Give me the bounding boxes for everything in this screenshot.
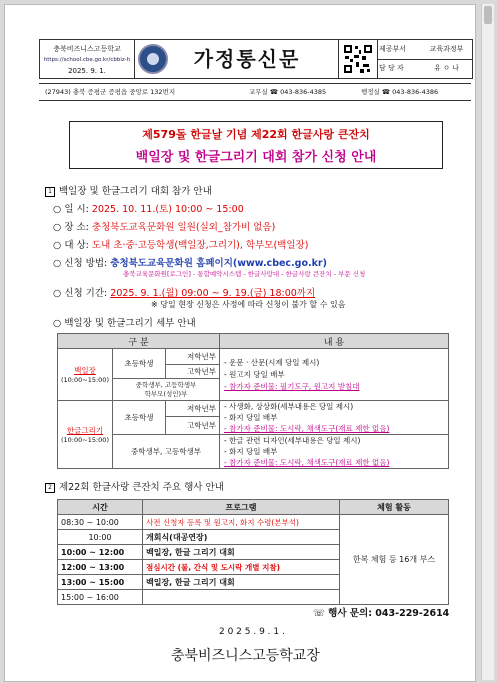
table2-header-activity: 체험 활동 — [340, 500, 449, 515]
dept-label: 제공부서 — [379, 45, 407, 53]
qr-frame — [338, 40, 378, 78]
dept-row — [377, 40, 472, 60]
table1-upper-2: 고학년부 — [166, 417, 220, 435]
table2-prog-4: 점심시간 (물, 간식 및 도시락 개별 지참) — [143, 560, 340, 575]
table2-prog-1: 사전 신청자 등록 및 원고지, 화지 수령(본부석) — [143, 515, 340, 530]
table1-header-content: 내 용 — [220, 334, 449, 349]
table1-elementary: 초등학생 — [113, 349, 166, 379]
school-name: 충북비즈니스고등학교 — [53, 45, 121, 53]
section2-title: 제22회 한글사랑 큰잔치 주요 행사 안내 — [59, 482, 224, 493]
table2-prog-3: 백일장, 한글 그리기 대회 — [143, 545, 340, 560]
header-box — [39, 39, 473, 79]
table2-prog-2: 개회식(대공연장) — [143, 530, 340, 545]
info-period: ○ 신청 기간: 2025. 9. 1.(월) 09:00 ~ 9. 19.(금) 18:00까지 — [53, 288, 316, 299]
manager-value: 유 ㅇ 나 — [434, 64, 459, 72]
table1-drawing-content-1: - 사생화, 상상화(세부내용은 당일 제시) - 화지 당일 배부 - 참가자 준비물: 도시락, 채색도구(재료 제한 없음) — [220, 401, 449, 435]
footer-date: 2 0 2 5 . 9 . 1 . — [219, 627, 285, 637]
table2-time-6: 15:00 ~ 16:00 — [58, 590, 143, 605]
contact-line: ☏ 행사 문의: 043-229-2614 — [313, 608, 450, 619]
table2-activity: 한복 체험 등 16개 부스 — [340, 515, 449, 605]
table1-writing-content: - 운문 · 산문(시제 당일 제시) - 원고지 당일 배부 - 참가자 준비물: 필기도구, 원고지 받침대 — [220, 349, 449, 401]
page-title: 가정통신문 — [193, 47, 301, 71]
info-note: ※ 당일 현장 신청은 사정에 따라 신청이 불가 할 수 있음 — [151, 300, 346, 309]
table1-lower: 저학년부 — [166, 349, 220, 365]
table2-time-1: 08:30 ~ 10:00 — [58, 515, 143, 530]
table2-time-5: 13:00 ~ 15:00 — [58, 575, 143, 590]
section2-heading — [45, 479, 224, 493]
info-method-path: 충북교육문화원[로그인] - 통합예약시스템 - 한글사랑대 - 한글사랑 큰잔치 - 부문 신청 — [123, 270, 366, 278]
table1-header-category: 구 분 — [58, 334, 220, 349]
address-bar — [39, 83, 471, 101]
table1-upper: 고학년부 — [166, 365, 220, 379]
header-date: 2025. 9. 1. — [68, 67, 106, 75]
event-table — [57, 499, 449, 605]
table2-prog-6 — [143, 590, 340, 605]
info-target: ○ 대 상: 도내 초·중·고등학생(백일장,그리기), 학부모(백일장) — [53, 240, 309, 251]
scrollbar-thumb[interactable] — [484, 6, 492, 24]
detail-table — [57, 333, 449, 469]
table1-cat-drawing: 한글그리기 (10:00~15:00) — [58, 401, 113, 469]
table1-mid-high-2: 중학생부, 고등학생부 — [113, 435, 220, 469]
table2-prog-5: 백일장, 한글 그리기 대회 — [143, 575, 340, 590]
document-page — [4, 4, 476, 682]
table2-time-3: 10:00 ~ 12:00 — [58, 545, 143, 560]
info-method: ○ 신청 방법: 충청북도교육문화원 홈페이지(www.cbec.go.kr) — [53, 258, 327, 269]
table2-time-2: 10:00 — [58, 530, 143, 545]
dept-value: 교육과정부 — [429, 45, 464, 53]
address: (27943) 충북 증평군 증평읍 중앙로 132번지 — [45, 88, 176, 96]
office-phone-2: 행정실 ☎ 043-836-4386 — [361, 88, 439, 96]
table1-lower-2: 저학년부 — [166, 401, 220, 417]
table2-time-4: 12:00 ~ 13:00 — [58, 560, 143, 575]
info-date: ○ 일 시: 2025. 10. 11.(토) 10:00 ~ 15:00 — [53, 204, 244, 215]
footer-signature: 충북비즈니스고등학교장 — [171, 648, 320, 664]
vertical-scrollbar[interactable] — [481, 4, 494, 680]
school-url[interactable]: https://school.cbe.go.kr/cbbiz-h — [43, 57, 131, 63]
info-subtitle: ○ 백일장 및 한글그리기 세부 안내 — [53, 318, 196, 329]
section-number-box: 1 — [45, 187, 55, 197]
section-number-box-2: 2 — [45, 483, 55, 493]
table1-elementary-2: 초등학생 — [113, 401, 166, 435]
title-banner — [69, 121, 443, 169]
school-info — [40, 40, 135, 78]
banner-line-1: 제579돌 한글날 기념 제22회 한글사랑 큰잔치 — [142, 128, 370, 141]
manager-row — [377, 59, 472, 78]
table1-mid-high-parent: 중학생부, 고등학생부 학부모(성인)부 — [113, 379, 220, 401]
qr-code-icon — [343, 44, 373, 74]
section1-heading — [45, 183, 212, 197]
table2-header-program: 프로그램 — [143, 500, 340, 515]
banner-line-2: 백일장 및 한글그리기 대회 참가 신청 안내 — [135, 150, 377, 165]
office-phone-1: 교무실 ☎ 043-836-4385 — [249, 88, 327, 96]
school-emblem-icon — [138, 44, 168, 74]
table1-drawing-content-2: - 한글 관련 디자인(세부내용은 당일 제시) - 화지 당일 배부 - 참가자 준비물: 도시락, 채색도구(재료 제한 없음) — [220, 435, 449, 469]
section1-title: 백일장 및 한글그리기 대회 참가 안내 — [59, 186, 212, 197]
table1-cat-writing: 백일장 (10:00~15:00) — [58, 349, 113, 401]
info-place: ○ 장 소: 충청북도교육문화원 일원(실외_참가비 없음) — [53, 222, 276, 233]
table2-header-time: 시간 — [58, 500, 143, 515]
manager-label: 담 당 자 — [379, 64, 404, 72]
